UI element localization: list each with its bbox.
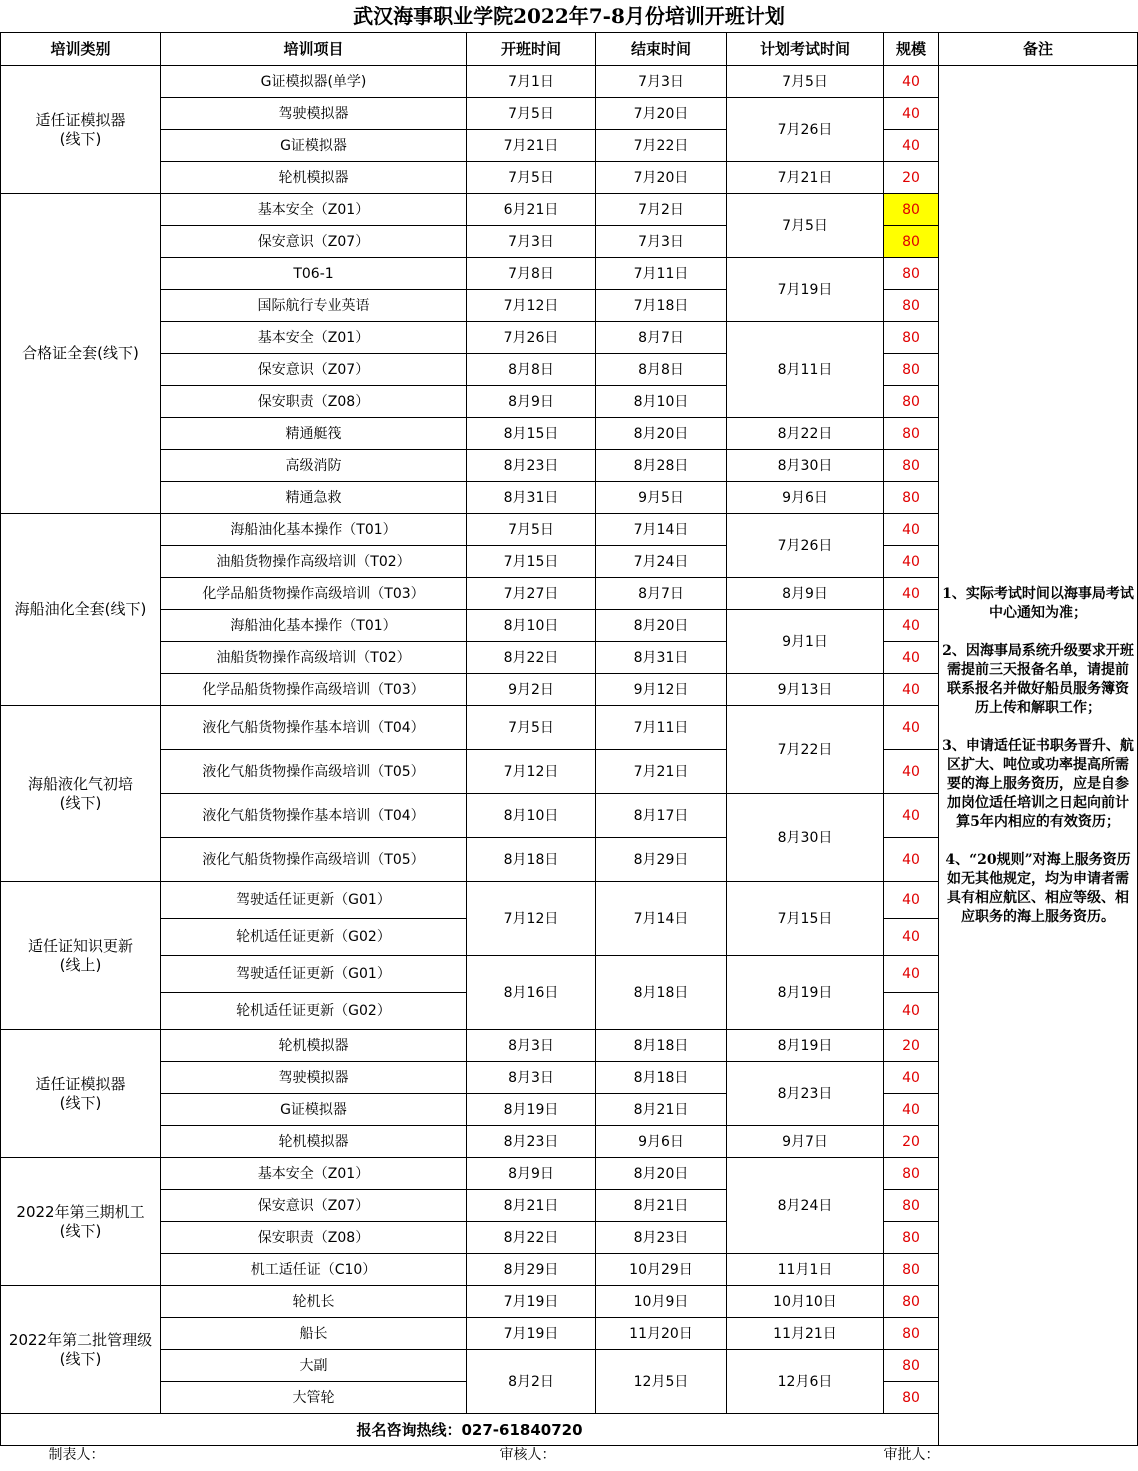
end-date-cell: 8月17日 — [596, 794, 727, 838]
start-date-cell: 8月22日 — [467, 1222, 596, 1254]
end-date-cell: 8月28日 — [596, 450, 727, 482]
start-date-cell: 8月10日 — [467, 610, 596, 642]
end-date-cell: 9月12日 — [596, 674, 727, 706]
project-cell: 轮机模拟器 — [161, 162, 467, 194]
exam-date-cell: 8月11日 — [727, 322, 884, 418]
end-date-cell: 7月11日 — [596, 258, 727, 290]
end-date-cell: 8月18日 — [596, 956, 727, 1030]
exam-date-cell: 9月1日 — [727, 610, 884, 674]
size-cell: 20 — [884, 1126, 939, 1158]
start-date-cell: 8月10日 — [467, 794, 596, 838]
category-cell: 适任证知识更新 (线上) — [1, 882, 161, 1030]
end-date-cell: 8月21日 — [596, 1094, 727, 1126]
start-date-cell: 7月5日 — [467, 98, 596, 130]
table-row — [1, 66, 1138, 98]
exam-date-cell: 8月24日 — [727, 1158, 884, 1254]
start-date-cell: 8月2日 — [467, 1350, 596, 1414]
size-cell: 80 — [884, 386, 939, 418]
end-date-cell: 8月31日 — [596, 642, 727, 674]
project-cell: 轮机模拟器 — [161, 1030, 467, 1062]
start-date-cell: 8月3日 — [467, 1030, 596, 1062]
end-date-cell: 7月11日 — [596, 706, 727, 750]
end-date-cell: 8月20日 — [596, 610, 727, 642]
project-cell: 轮机适任证更新（G02） — [161, 993, 467, 1030]
project-cell: 保安意识（Z07） — [161, 226, 467, 258]
size-cell: 80 — [884, 482, 939, 514]
project-cell: 轮机模拟器 — [161, 1126, 467, 1158]
exam-date-cell: 7月21日 — [727, 162, 884, 194]
start-date-cell: 8月31日 — [467, 482, 596, 514]
exam-date-cell: 7月5日 — [727, 194, 884, 258]
project-cell: 保安职责（Z08） — [161, 1222, 467, 1254]
start-date-cell: 8月9日 — [467, 386, 596, 418]
start-date-cell: 7月26日 — [467, 322, 596, 354]
exam-date-cell: 9月6日 — [727, 482, 884, 514]
start-date-cell: 8月19日 — [467, 1094, 596, 1126]
exam-date-cell: 8月30日 — [727, 794, 884, 882]
project-cell: 油船货物操作高级培训（T02） — [161, 642, 467, 674]
exam-date-cell: 8月9日 — [727, 578, 884, 610]
start-date-cell: 8月23日 — [467, 1126, 596, 1158]
end-date-cell: 7月22日 — [596, 130, 727, 162]
size-cell: 80 — [884, 1318, 939, 1350]
end-date-cell: 8月7日 — [596, 322, 727, 354]
schedule-table — [0, 32, 1138, 1471]
exam-date-cell: 9月7日 — [727, 1126, 884, 1158]
end-date-cell: 8月10日 — [596, 386, 727, 418]
exam-date-cell: 9月13日 — [727, 674, 884, 706]
end-date-cell: 8月29日 — [596, 838, 727, 882]
start-date-cell: 8月23日 — [467, 450, 596, 482]
schedule-body — [1, 33, 1138, 1471]
size-cell: 80 — [884, 226, 939, 258]
size-cell: 80 — [884, 258, 939, 290]
size-cell: 40 — [884, 130, 939, 162]
category-cell: 海船油化全套(线下) — [1, 514, 161, 706]
size-cell: 40 — [884, 66, 939, 98]
hotline-text: 报名咨询热线：027-61840720 — [1, 1414, 939, 1446]
exam-date-cell: 7月26日 — [727, 514, 884, 578]
size-cell: 80 — [884, 418, 939, 450]
size-cell: 80 — [884, 1158, 939, 1190]
project-cell: 轮机长 — [161, 1286, 467, 1318]
header-notes: 备注 — [939, 33, 1138, 66]
start-date-cell: 8月21日 — [467, 1190, 596, 1222]
reviewer-label: 审核人： — [499, 1447, 556, 1463]
size-cell: 40 — [884, 750, 939, 794]
start-date-cell: 8月16日 — [467, 956, 596, 1030]
size-cell: 80 — [884, 1190, 939, 1222]
exam-date-cell: 11月1日 — [727, 1254, 884, 1286]
exam-date-cell: 12月6日 — [727, 1350, 884, 1414]
end-date-cell: 10月29日 — [596, 1254, 727, 1286]
project-cell: 基本安全（Z01） — [161, 322, 467, 354]
exam-date-cell: 7月22日 — [727, 706, 884, 794]
size-cell: 80 — [884, 290, 939, 322]
start-date-cell: 8月22日 — [467, 642, 596, 674]
page-title: 武汉海事职业学院2022年7-8月份培训开班计划 — [353, 4, 785, 28]
end-date-cell: 7月3日 — [596, 226, 727, 258]
project-cell: 轮机适任证更新（G02） — [161, 919, 467, 956]
project-cell: 大管轮 — [161, 1382, 467, 1414]
end-date-cell: 9月5日 — [596, 482, 727, 514]
size-cell: 80 — [884, 450, 939, 482]
end-date-cell: 7月24日 — [596, 546, 727, 578]
start-date-cell: 7月12日 — [467, 290, 596, 322]
exam-date-cell: 7月26日 — [727, 98, 884, 162]
exam-date-cell: 8月23日 — [727, 1062, 884, 1126]
start-date-cell: 7月19日 — [467, 1318, 596, 1350]
end-date-cell: 8月20日 — [596, 418, 727, 450]
start-date-cell: 7月12日 — [467, 750, 596, 794]
end-date-cell: 7月14日 — [596, 882, 727, 956]
project-cell: 驾驶适任证更新（G01） — [161, 956, 467, 993]
end-date-cell: 8月23日 — [596, 1222, 727, 1254]
exam-date-cell: 8月30日 — [727, 450, 884, 482]
category-cell: 2022年第三期机工 (线下) — [1, 1158, 161, 1286]
start-date-cell: 8月18日 — [467, 838, 596, 882]
end-date-cell: 12月5日 — [596, 1350, 727, 1414]
project-cell: 高级消防 — [161, 450, 467, 482]
header-end: 结束时间 — [596, 33, 727, 66]
category-cell: 适任证模拟器 (线下) — [1, 1030, 161, 1158]
exam-date-cell: 10月10日 — [727, 1286, 884, 1318]
project-cell: 海船油化基本操作（T01） — [161, 514, 467, 546]
category-cell: 合格证全套(线下) — [1, 194, 161, 514]
header-size: 规模 — [884, 33, 939, 66]
header-category: 培训类别 — [1, 33, 161, 66]
start-date-cell: 8月3日 — [467, 1062, 596, 1094]
header-start: 开班时间 — [467, 33, 596, 66]
size-cell: 40 — [884, 794, 939, 838]
project-cell: 驾驶适任证更新（G01） — [161, 882, 467, 919]
end-date-cell: 8月8日 — [596, 354, 727, 386]
exam-date-cell: 8月22日 — [727, 418, 884, 450]
end-date-cell: 7月14日 — [596, 514, 727, 546]
exam-date-cell: 8月19日 — [727, 956, 884, 1030]
size-cell: 40 — [884, 882, 939, 919]
project-cell: 化学品船货物操作高级培训（T03） — [161, 674, 467, 706]
size-cell: 40 — [884, 838, 939, 882]
size-cell: 80 — [884, 194, 939, 226]
start-date-cell: 7月21日 — [467, 130, 596, 162]
project-cell: 液化气船货物操作高级培训（T05） — [161, 838, 467, 882]
size-cell: 80 — [884, 1350, 939, 1382]
header-project: 培训项目 — [161, 33, 467, 66]
size-cell: 80 — [884, 322, 939, 354]
size-cell: 40 — [884, 993, 939, 1030]
size-cell: 40 — [884, 578, 939, 610]
project-cell: 化学品船货物操作高级培训（T03） — [161, 578, 467, 610]
start-date-cell: 7月19日 — [467, 1286, 596, 1318]
project-cell: 船长 — [161, 1318, 467, 1350]
size-cell: 40 — [884, 610, 939, 642]
project-cell: 大副 — [161, 1350, 467, 1382]
size-cell: 80 — [884, 354, 939, 386]
maker-label: 制表人： — [48, 1447, 105, 1463]
start-date-cell: 7月5日 — [467, 514, 596, 546]
start-date-cell: 8月8日 — [467, 354, 596, 386]
end-date-cell: 7月21日 — [596, 750, 727, 794]
start-date-cell: 9月2日 — [467, 674, 596, 706]
end-date-cell: 7月20日 — [596, 162, 727, 194]
end-date-cell: 8月18日 — [596, 1030, 727, 1062]
size-cell: 20 — [884, 162, 939, 194]
size-cell: 80 — [884, 1286, 939, 1318]
project-cell: 液化气船货物操作高级培训（T05） — [161, 750, 467, 794]
project-cell: 液化气船货物操作基本培训（T04） — [161, 706, 467, 750]
project-cell: 基本安全（Z01） — [161, 1158, 467, 1190]
exam-date-cell: 11月21日 — [727, 1318, 884, 1350]
approver-label: 审批人： — [883, 1447, 940, 1463]
project-cell: 基本安全（Z01） — [161, 194, 467, 226]
category-cell: 海船液化气初培 (线下) — [1, 706, 161, 882]
end-date-cell: 10月9日 — [596, 1286, 727, 1318]
project-cell: T06-1 — [161, 258, 467, 290]
end-date-cell: 11月20日 — [596, 1318, 727, 1350]
exam-date-cell: 7月15日 — [727, 882, 884, 956]
size-cell: 40 — [884, 674, 939, 706]
start-date-cell: 8月9日 — [467, 1158, 596, 1190]
header-exam: 计划考试时间 — [727, 33, 884, 66]
project-cell: G证模拟器(单学) — [161, 66, 467, 98]
size-cell: 40 — [884, 98, 939, 130]
project-cell: 液化气船货物操作基本培训（T04） — [161, 794, 467, 838]
start-date-cell: 7月3日 — [467, 226, 596, 258]
project-cell: 精通急救 — [161, 482, 467, 514]
project-cell: 油船货物操作高级培训（T02） — [161, 546, 467, 578]
size-cell: 80 — [884, 1222, 939, 1254]
project-cell: G证模拟器 — [161, 130, 467, 162]
category-cell: 2022年第二批管理级 (线下) — [1, 1286, 161, 1414]
notes-cell: 1、实际考试时间以海事局考试中心通知为准； 2、因海事局系统升级要求开班需提前三天报备名单，请提前联系报名并做好船员服务簿资历上传和解职工作； 3、申请适任证书职务晋升、航区扩大、吨位或功率提高所需要的海上服务资历，应是自参加岗位适任培训之日起向前计算5年内相应的有效资历； 4、“20规则”对海上服务资历如无其他规定，均为申请者需具有相应航区、相应等级、相应职务的海上服务资历。 — [939, 66, 1138, 1446]
end-date-cell: 8月18日 — [596, 1062, 727, 1094]
project-cell: G证模拟器 — [161, 1094, 467, 1126]
size-cell: 80 — [884, 1254, 939, 1286]
project-cell: 保安意识（Z07） — [161, 1190, 467, 1222]
end-date-cell: 9月6日 — [596, 1126, 727, 1158]
project-cell: 机工适任证（C10） — [161, 1254, 467, 1286]
end-date-cell: 8月21日 — [596, 1190, 727, 1222]
start-date-cell: 7月5日 — [467, 162, 596, 194]
exam-date-cell: 7月5日 — [727, 66, 884, 98]
start-date-cell: 7月12日 — [467, 882, 596, 956]
end-date-cell: 7月20日 — [596, 98, 727, 130]
start-date-cell: 7月15日 — [467, 546, 596, 578]
header-row — [1, 33, 1138, 66]
size-cell: 40 — [884, 706, 939, 750]
project-cell: 海船油化基本操作（T01） — [161, 610, 467, 642]
category-cell: 适任证模拟器 (线下) — [1, 66, 161, 194]
size-cell: 40 — [884, 514, 939, 546]
start-date-cell: 7月8日 — [467, 258, 596, 290]
project-cell: 保安职责（Z08） — [161, 386, 467, 418]
size-cell: 20 — [884, 1030, 939, 1062]
start-date-cell: 7月27日 — [467, 578, 596, 610]
end-date-cell: 8月20日 — [596, 1158, 727, 1190]
end-date-cell: 8月7日 — [596, 578, 727, 610]
start-date-cell: 8月29日 — [467, 1254, 596, 1286]
size-cell: 80 — [884, 1382, 939, 1414]
start-date-cell: 6月21日 — [467, 194, 596, 226]
size-cell: 40 — [884, 919, 939, 956]
end-date-cell: 7月2日 — [596, 194, 727, 226]
start-date-cell: 8月15日 — [467, 418, 596, 450]
start-date-cell: 7月5日 — [467, 706, 596, 750]
size-cell: 40 — [884, 1094, 939, 1126]
exam-date-cell: 7月19日 — [727, 258, 884, 322]
end-date-cell: 7月3日 — [596, 66, 727, 98]
project-cell: 精通艇筏 — [161, 418, 467, 450]
size-cell: 40 — [884, 956, 939, 993]
exam-date-cell: 8月19日 — [727, 1030, 884, 1062]
project-cell: 国际航行专业英语 — [161, 290, 467, 322]
project-cell: 驾驶模拟器 — [161, 98, 467, 130]
start-date-cell: 7月1日 — [467, 66, 596, 98]
size-cell: 40 — [884, 1062, 939, 1094]
size-cell: 40 — [884, 642, 939, 674]
project-cell: 驾驶模拟器 — [161, 1062, 467, 1094]
size-cell: 40 — [884, 546, 939, 578]
project-cell: 保安意识（Z07） — [161, 354, 467, 386]
end-date-cell: 7月18日 — [596, 290, 727, 322]
